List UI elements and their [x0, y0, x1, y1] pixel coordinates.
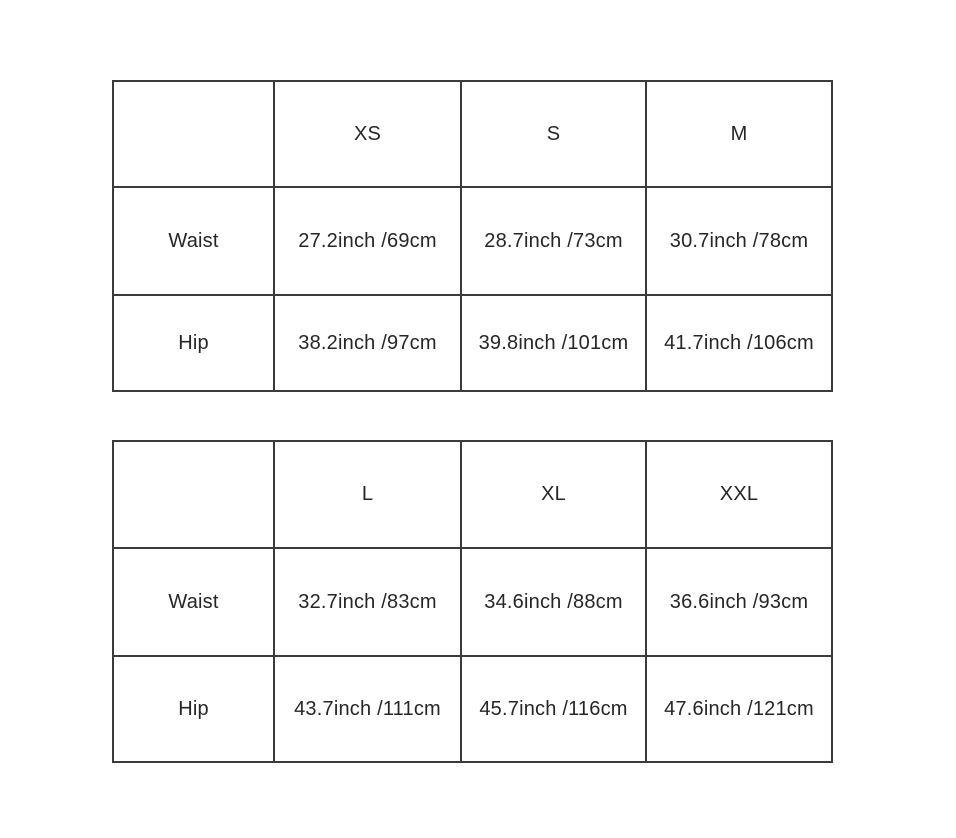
measurement-cell: 34.6inch /88cm: [461, 548, 646, 656]
measurement-cell: 30.7inch /78cm: [646, 187, 832, 295]
row-label-waist: Waist: [113, 187, 274, 295]
size-table-xs-s-m: [112, 80, 833, 392]
measurement-cell: 47.6inch /121cm: [646, 656, 832, 762]
waist-row: [113, 187, 832, 295]
size-header-l: L: [274, 441, 461, 548]
size-header-s: S: [461, 81, 646, 187]
corner-cell: [113, 81, 274, 187]
row-label-waist: Waist: [113, 548, 274, 656]
size-header-m: M: [646, 81, 832, 187]
waist-row: [113, 548, 832, 656]
measurement-cell: 41.7inch /106cm: [646, 295, 832, 391]
size-table-l-xl-xxl: [112, 440, 833, 763]
measurement-cell: 36.6inch /93cm: [646, 548, 832, 656]
measurement-cell: 32.7inch /83cm: [274, 548, 461, 656]
row-label-hip: Hip: [113, 295, 274, 391]
header-row: [113, 81, 832, 187]
measurement-cell: 28.7inch /73cm: [461, 187, 646, 295]
header-row: [113, 441, 832, 548]
corner-cell: [113, 441, 274, 548]
measurement-cell: 43.7inch /111cm: [274, 656, 461, 762]
hip-row: [113, 656, 832, 762]
hip-row: [113, 295, 832, 391]
row-label-hip: Hip: [113, 656, 274, 762]
size-header-xl: XL: [461, 441, 646, 548]
size-header-xs: XS: [274, 81, 461, 187]
measurement-cell: 45.7inch /116cm: [461, 656, 646, 762]
measurement-cell: 38.2inch /97cm: [274, 295, 461, 391]
measurement-cell: 27.2inch /69cm: [274, 187, 461, 295]
measurement-cell: 39.8inch /101cm: [461, 295, 646, 391]
size-header-xxl: XXL: [646, 441, 832, 548]
